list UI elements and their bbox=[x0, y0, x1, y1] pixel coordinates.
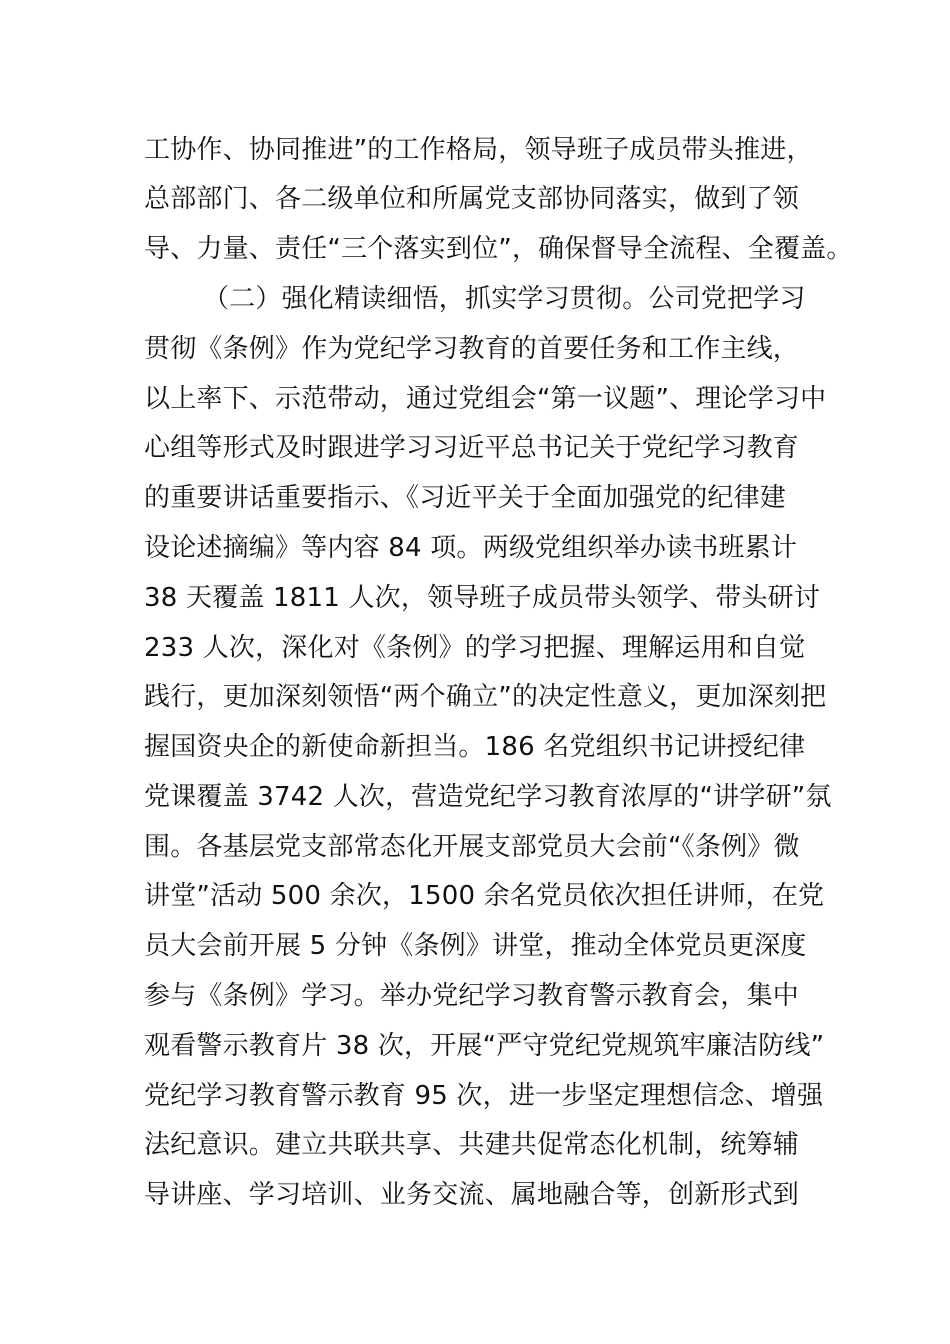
text-line: 总部部门、各二级单位和所属党支部协同落实，做到了领 bbox=[144, 184, 800, 214]
text-line: 的重要讲话重要指示、《习近平关于全面加强党的纪律建 bbox=[144, 483, 787, 513]
text-line: 党纪学习教育警示教育 95 次，进一步坚定理想信念、增强 bbox=[144, 1081, 824, 1111]
text-line: 参与《条例》学习。举办党纪学习教育警示教育会，集中 bbox=[144, 981, 800, 1011]
text-line: 讲堂”活动 500 余次，1500 余名党员依次担任讲师，在党 bbox=[144, 881, 825, 911]
text-line: 围。各基层党支部常态化开展支部党员大会前“《条例》微 bbox=[144, 832, 800, 862]
text-line: 导讲座、学习培训、业务交流、属地融合等，创新形式到 bbox=[144, 1180, 800, 1210]
text-line: 38 天覆盖 1811 人次，领导班子成员带头领学、带头研讨 bbox=[144, 583, 821, 613]
text-line: 心组等形式及时跟进学习习近平总书记关于党纪学习教育 bbox=[144, 433, 800, 463]
text-line: 党课覆盖 3742 人次，营造党纪学习教育浓厚的“讲学研”氛 bbox=[144, 782, 832, 812]
text-line: 观看警示教育片 38 次，开展“严守党纪党规筑牢廉洁防线” bbox=[144, 1031, 825, 1061]
text-line: 握国资央企的新使命新担当。186 名党组织书记讲授纪律 bbox=[144, 732, 806, 762]
paragraph-heading-line: （二）强化精读细悟，抓实学习贯彻。公司党把学习 bbox=[203, 284, 806, 314]
text-line: 233 人次，深化对《条例》的学习把握、理解运用和自觉 bbox=[144, 633, 806, 663]
text-line: 导、力量、责任“三个落实到位”，确保督导全流程、全覆盖。 bbox=[144, 234, 853, 264]
text-line: 设论述摘编》等内容 84 项。两级党组织举办读书班累计 bbox=[144, 533, 798, 563]
text-line: 以上率下、示范带动，通过党组会“第一议题”、理论学习中 bbox=[144, 384, 827, 414]
text-line: 践行，更加深刻领悟“两个确立”的决定性意义，更加深刻把 bbox=[144, 682, 827, 712]
text-line: 员大会前开展 5 分钟《条例》讲堂，推动全体党员更深度 bbox=[144, 931, 807, 961]
text-line: 贯彻《条例》作为党纪学习教育的首要任务和工作主线， bbox=[144, 334, 800, 364]
text-line: 法纪意识。建立共联共享、共建共促常态化机制，统筹辅 bbox=[144, 1130, 800, 1160]
text-line: 工协作、协同推进”的工作格局，领导班子成员带头推进， bbox=[144, 135, 813, 165]
